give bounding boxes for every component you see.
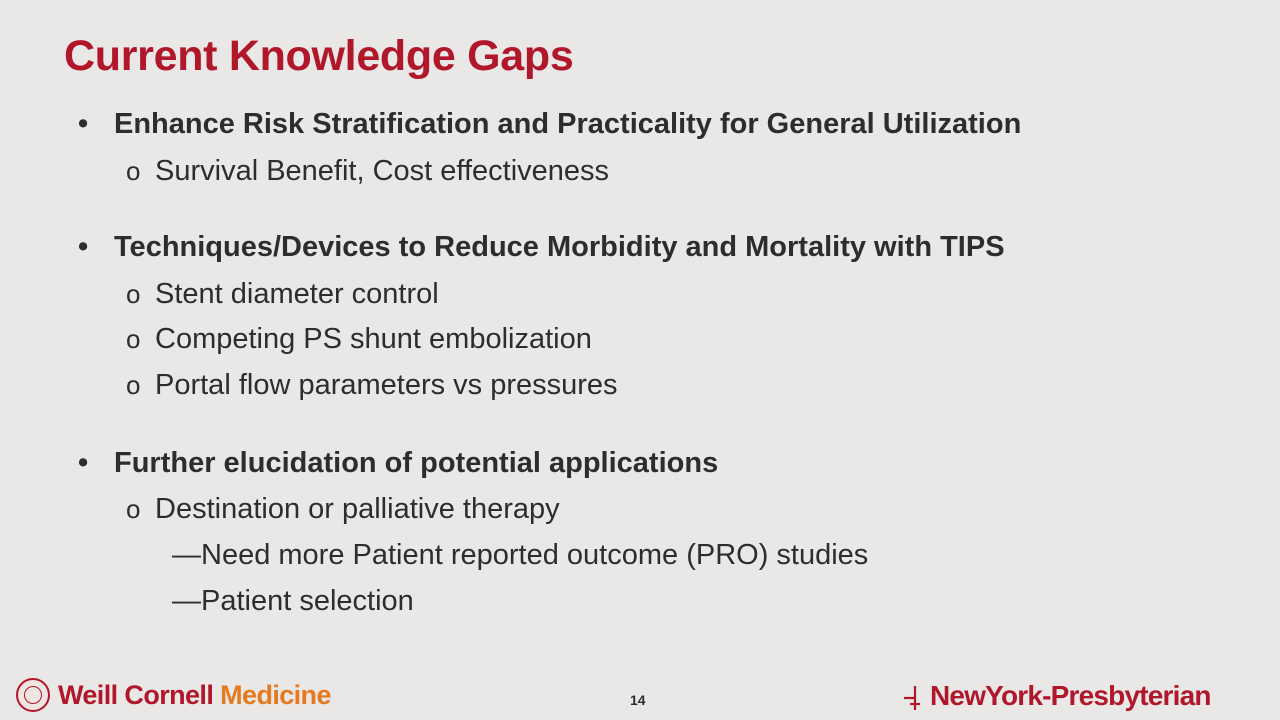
bullet-item <box>78 231 1005 264</box>
sub-bullet-marker: o <box>126 156 141 186</box>
nyp-mark-icon <box>902 682 926 712</box>
sub-sub-bullet-item <box>172 585 414 618</box>
sub-bullet-text: Destination or palliative therapy <box>155 493 560 525</box>
sub-sub-bullet-item <box>172 539 868 572</box>
sub-bullet-marker: o <box>126 370 141 400</box>
sub-sub-bullet-text: Patient selection <box>201 585 414 617</box>
logo-text-weill-cornell: Weill Cornell <box>58 680 221 710</box>
bullet-marker: • <box>78 447 89 479</box>
bullet-text: Techniques/Devices to Reduce Morbidity and Mortality with TIPS <box>114 231 1005 263</box>
bullet-text: Enhance Risk Stratification and Practicality for General Utilization <box>114 108 1022 140</box>
weill-cornell-logo <box>58 680 331 711</box>
slide-title: Current Knowledge Gaps <box>64 32 574 80</box>
sub-bullet-text: Competing PS shunt embolization <box>155 323 592 355</box>
sub-bullet-item <box>126 493 560 526</box>
sub-bullet-item <box>126 323 592 356</box>
slide-footer <box>0 670 1280 720</box>
cornell-seal-icon <box>16 678 50 712</box>
sub-bullet-marker: o <box>126 324 141 354</box>
bullet-marker: • <box>78 108 89 140</box>
dash-marker: — <box>172 539 201 571</box>
sub-bullet-item <box>126 155 609 188</box>
logo-text-medicine: Medicine <box>220 680 331 710</box>
newyork-presbyterian-logo: NewYork-Presbyterian <box>930 680 1211 711</box>
dash-marker: — <box>172 585 201 617</box>
sub-bullet-text: Stent diameter control <box>155 278 439 310</box>
page-number: 14 <box>630 692 646 708</box>
sub-sub-bullet-text: Need more Patient reported outcome (PRO) studies <box>201 539 869 571</box>
sub-bullet-text: Portal flow parameters vs pressures <box>155 369 618 401</box>
bullet-item <box>78 108 1021 141</box>
sub-bullet-marker: o <box>126 279 141 309</box>
sub-bullet-text: Survival Benefit, Cost effectiveness <box>155 155 610 187</box>
bullet-text: Further elucidation of potential applications <box>114 447 719 479</box>
bullet-marker: • <box>78 231 89 263</box>
bullet-item <box>78 447 718 480</box>
sub-bullet-marker: o <box>126 494 141 524</box>
sub-bullet-item <box>126 278 439 311</box>
sub-bullet-item <box>126 369 618 402</box>
